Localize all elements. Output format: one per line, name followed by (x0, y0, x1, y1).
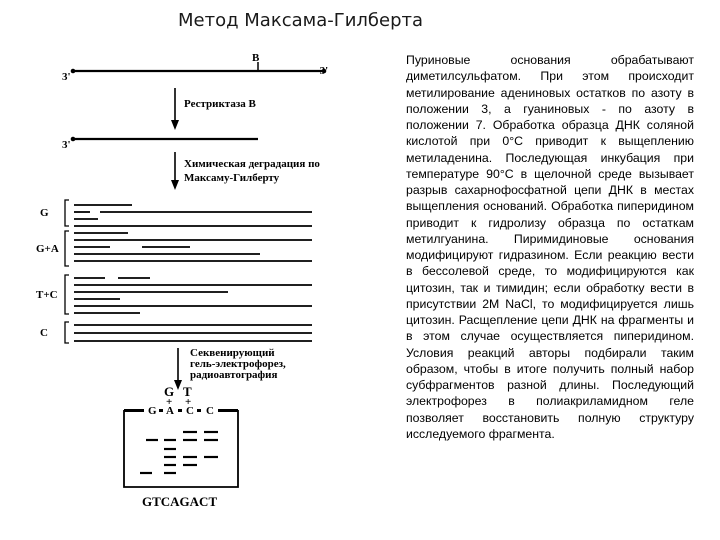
step-gel-line3: радиоавтография (190, 369, 278, 381)
gel-top-segment (178, 409, 182, 412)
label-dot (71, 69, 76, 74)
strand-end-label: -3' (316, 65, 329, 77)
step-degradation-line2: Максаму-Гилберту (184, 172, 280, 184)
strand-end-label: 3' (62, 139, 71, 151)
step-degradation-line1: Химическая деградация по (184, 158, 320, 170)
lane-header-g: G (164, 384, 175, 399)
step-gel-line1: Секвенирующий (190, 347, 275, 359)
lane-label: C (186, 405, 194, 417)
gel-top-segment (218, 409, 238, 412)
group-bracket-g (65, 200, 69, 226)
plus-sign: + (166, 396, 173, 408)
gel-outline (124, 410, 238, 487)
sequence-readout: GTCAGACT (142, 494, 218, 509)
group-bracket-ga (65, 231, 69, 266)
arrow-head (174, 380, 182, 390)
arrow-head (171, 120, 179, 130)
step-gel-line2: гель-электрофорез, (190, 358, 286, 370)
plus-sign: + (185, 396, 192, 408)
restriction-site-label: B (252, 52, 260, 64)
group-bracket-c (65, 322, 69, 343)
lane-label: A (166, 405, 174, 417)
group-label-ga: G+A (36, 243, 59, 255)
lane-label: C (206, 405, 214, 417)
gel-top-segment (197, 409, 201, 412)
gel-top-segment (124, 409, 144, 412)
group-label-tc: T+C (36, 289, 58, 301)
arrow-head (171, 180, 179, 190)
gel-top-segment (159, 409, 163, 412)
slide-title: Метод Максама-Гилберта (178, 10, 424, 31)
group-bracket-tc (65, 275, 69, 314)
group-label-c: C (40, 327, 48, 339)
group-label-g: G (40, 207, 49, 219)
step-restriction: Рестриктаза В (184, 98, 256, 110)
lane-header-t: T (183, 384, 192, 399)
strand-end-label: 3' (62, 71, 71, 83)
description-paragraph: Пуриновые основания обрабатывают диметилсульфатом. При этом происходит метилирование адениновых остатков по азоту в положении 3, а гуаниновых - по азоту в положении 7. Обработка образца ДНК соляной кислотой при 0°С приводит к выщеплению метиладенина. Последующая инкубация при температуре 90°С в щелочной среде вызывает разрыв сахарнофосфатной цепи ДНК в местах выщепления оснований. Обработка пиперидином приводит к гидролизу образца по остаткам метилгуанина. Пиримидиновые основания модифицируют гидразином. Если реакцию вести в бессолевой среде, то модифицируются как цитозин, так и тимидин; если обработку вести в присутствии 2М NaCl, то модифицируется лишь цитозин. Расщепление цепи ДНК на фрагменты и в этом случае осуществляется пиперидином. Условия реакций авторы подбирали таким образом, чтобы в итоге получить полный набор субфрагментов разной длины. Последующий электрофорез в полиакриламидном геле позволяет восстановить полную структуру исследуемого фрагмента. (406, 53, 694, 441)
label-dot (71, 137, 76, 142)
lane-label: G (148, 405, 157, 417)
